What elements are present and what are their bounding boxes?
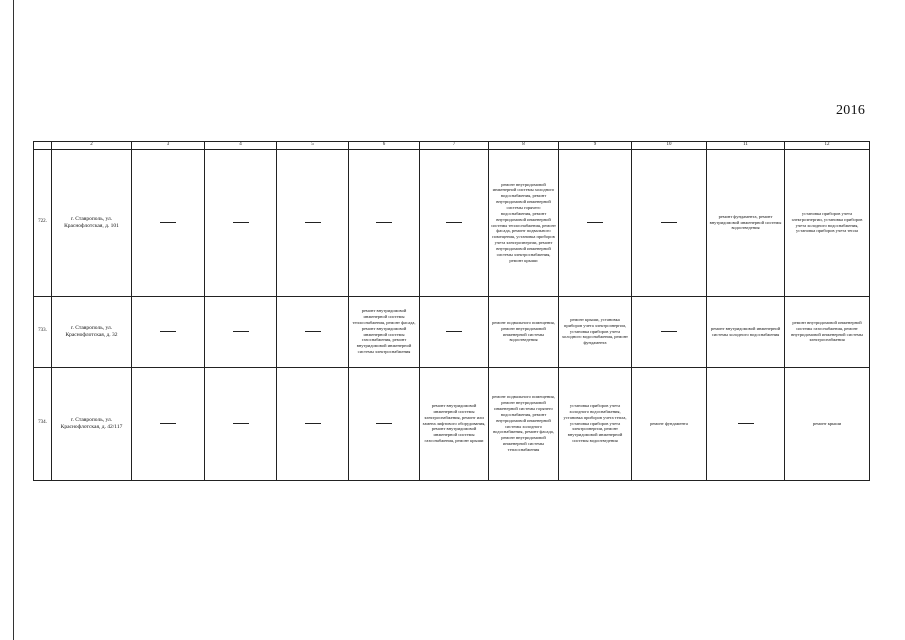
work-cell: ремонт подвального помещения, ремонт внутридомовой инженерной системы водоотведения <box>489 296 559 367</box>
work-cell: ремонт внутридомовой инженерной системы электроснабжения, ремонт или замена лифтового оборудования, ремонт внутридомовой инженерной системы газоснабжения, ремонт крыши <box>420 367 489 480</box>
work-cell: установка приборов учета холодного водоснабжения, установка приборов учета тепла, установка приборов учета электроэнергии, ремонт внутридомовой инженерной системы водоотведения <box>559 367 632 480</box>
empty-cell <box>632 296 707 367</box>
work-cell: установка приборов учета электроэнергии, установка приборов учета холодного водоснабжения, установка приборов учета тепла <box>785 149 870 296</box>
row-number: 722. <box>34 149 52 296</box>
row-address: г. Ставрополь, ул. Краснофлотская, д. 42/117 <box>52 367 132 480</box>
header-cell: 5 <box>277 142 349 150</box>
dash-mark <box>661 222 677 223</box>
repair-schedule-table <box>33 141 870 481</box>
empty-cell <box>277 149 349 296</box>
dash-mark <box>661 331 677 332</box>
dash-mark <box>446 331 462 332</box>
dash-mark <box>376 222 392 223</box>
header-cell: 3 <box>132 142 205 150</box>
header-cell: 4 <box>205 142 277 150</box>
dash-mark <box>446 222 462 223</box>
header-cell: 10 <box>632 142 707 150</box>
dash-mark <box>233 331 249 332</box>
empty-cell <box>707 367 785 480</box>
header-cell: 8 <box>489 142 559 150</box>
work-cell: ремонт крыши, установка приборов учета электроэнергии, установка приборов учета холодного водоснабжения, ремонт фундамента <box>559 296 632 367</box>
year-label: 2016 <box>836 103 866 118</box>
dash-mark <box>305 423 321 424</box>
work-cell: ремонт внутридомовой инженерной системы теплоснабжения, ремонт фасада, ремонт внутридомовой инженерной системы газоснабжения, ремонт внутридомовой инженерной системы электроснабжения <box>349 296 420 367</box>
work-cell: ремонт внутридомовой инженерной системы холодного водоснабжения <box>707 296 785 367</box>
dash-mark <box>233 423 249 424</box>
work-cell: ремонт подвального помещения, ремонт внутридомовой инженерной системы горячего водоснабжения, ремонт внутридомовой инженерной системы холодного водоснабжения, ремонт фасада, ремонт внутридомовой инженерной системы теплоснабжения <box>489 367 559 480</box>
empty-cell <box>205 149 277 296</box>
empty-cell <box>205 367 277 480</box>
work-cell: ремонт внутридомовой инженерной системы холодного водоснабжения, ремонт внутридомовой инженерной системы горячего водоснабжения, ремонт внутридомовой инженерной системы теплоснабжения, ремонт фасада, ремонт подвального помещения, установка приборов учета электроэнергии, ремонт внутридомовой инженерной системы электроснабжения, ремонт крыши <box>489 149 559 296</box>
dash-mark <box>376 423 392 424</box>
empty-cell <box>205 296 277 367</box>
table-row <box>34 367 870 480</box>
column-number-row <box>34 142 870 150</box>
header-cell: 7 <box>420 142 489 150</box>
dash-mark <box>738 423 754 424</box>
dash-mark <box>305 331 321 332</box>
empty-cell <box>132 367 205 480</box>
dash-mark <box>160 331 176 332</box>
header-cell: 6 <box>349 142 420 150</box>
table-row <box>34 296 870 367</box>
empty-cell <box>349 149 420 296</box>
header-cell: 11 <box>707 142 785 150</box>
table-row <box>34 149 870 296</box>
work-cell: ремонт внутридомовой инженерной системы газоснабжения, ремонт внутридомовой инженерной системы электроснабжения <box>785 296 870 367</box>
empty-cell <box>277 296 349 367</box>
work-cell: ремонт фундамента <box>632 367 707 480</box>
row-number: 733. <box>34 296 52 367</box>
empty-cell <box>420 296 489 367</box>
empty-cell <box>132 296 205 367</box>
dash-mark <box>233 222 249 223</box>
header-cell: 12 <box>785 142 870 150</box>
row-address: г. Ставрополь, ул. Краснофлотская, д. 32 <box>52 296 132 367</box>
dash-mark <box>160 222 176 223</box>
empty-cell <box>349 367 420 480</box>
work-cell: ремонт фундамента, ремонт внутридомовой инженерной системы водоотведения <box>707 149 785 296</box>
header-cell <box>34 142 52 150</box>
row-number: 734. <box>34 367 52 480</box>
page-left-border <box>13 0 14 640</box>
work-cell: ремонт крыши <box>785 367 870 480</box>
dash-mark <box>587 222 603 223</box>
dash-mark <box>305 222 321 223</box>
row-address: г. Ставрополь, ул. Краснофлотская, д. 101 <box>52 149 132 296</box>
empty-cell <box>632 149 707 296</box>
empty-cell <box>277 367 349 480</box>
empty-cell <box>420 149 489 296</box>
empty-cell <box>132 149 205 296</box>
header-cell: 2 <box>52 142 132 150</box>
empty-cell <box>559 149 632 296</box>
header-cell: 9 <box>559 142 632 150</box>
dash-mark <box>160 423 176 424</box>
